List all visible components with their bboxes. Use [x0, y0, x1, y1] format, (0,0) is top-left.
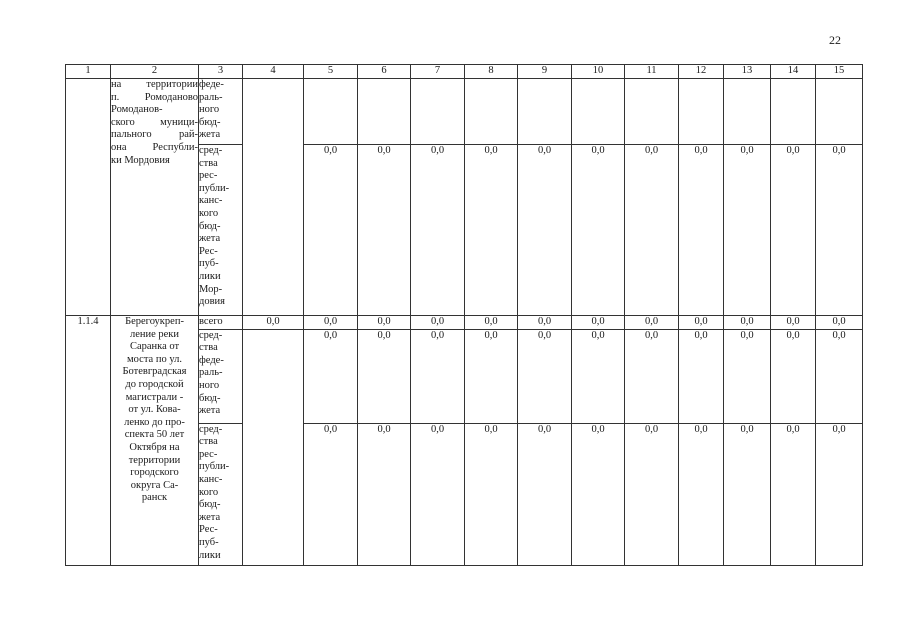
- text-line: публи-: [199, 461, 230, 473]
- value-cell-col6: 0,0: [358, 316, 411, 330]
- value-cell-col6: 0,0: [358, 145, 411, 316]
- value-cell-col9: [518, 79, 572, 145]
- col4-cell: 0,0: [243, 316, 304, 330]
- column-header-3: 3: [199, 65, 243, 79]
- text-line: жета: [199, 405, 221, 417]
- text-line: ства: [199, 342, 218, 354]
- column-header-2: 2: [111, 65, 199, 79]
- value-cell-col8: 0,0: [465, 329, 518, 423]
- value-cell-col11: 0,0: [625, 316, 679, 330]
- text-line: ленко до про-: [124, 416, 185, 428]
- text-line: бюд-: [199, 499, 221, 511]
- text-line: раль-: [199, 91, 223, 103]
- value-cell-col13: 0,0: [724, 423, 771, 565]
- column-header-13: 13: [724, 65, 771, 79]
- value-cell-col10: 0,0: [572, 145, 625, 316]
- column-header-8: 8: [465, 65, 518, 79]
- value-cell-col10: 0,0: [572, 423, 625, 565]
- funding-source-cell: [199, 145, 243, 316]
- column-header-1: 1: [66, 65, 111, 79]
- object-name-cell: [111, 316, 199, 566]
- value-cell-col7: [411, 79, 465, 145]
- value-cell-col13: 0,0: [724, 329, 771, 423]
- text-line: феде-: [199, 354, 224, 366]
- text-line: ства: [199, 436, 218, 448]
- row-code-cell: [66, 79, 111, 316]
- text-line: сред-: [199, 329, 223, 341]
- value-cell-col11: [625, 79, 679, 145]
- table-row: [66, 316, 863, 330]
- text-line: ранск: [141, 492, 168, 504]
- value-cell-col8: 0,0: [465, 145, 518, 316]
- value-cell-col14: 0,0: [771, 423, 816, 565]
- text-line: от ул. Кова-: [128, 404, 181, 416]
- text-line: городского: [130, 467, 179, 479]
- value-cell-col6: 0,0: [358, 423, 411, 565]
- col4-cell: [243, 329, 304, 565]
- funding-source-cell: [199, 423, 243, 565]
- text-line: Ромоданов-: [111, 104, 163, 116]
- text-line: рес-: [199, 448, 218, 460]
- value-cell-col8: 0,0: [465, 423, 518, 565]
- object-name-cell: [111, 79, 199, 316]
- text-line: канс-: [199, 473, 223, 485]
- value-cell-col5: [304, 79, 358, 145]
- value-cell-col13: 0,0: [724, 316, 771, 330]
- text-line: жета: [199, 511, 221, 523]
- value-cell-col5: 0,0: [304, 145, 358, 316]
- value-cell-col15: 0,0: [816, 316, 863, 330]
- text-line: Мор-: [199, 283, 223, 295]
- text-line: довия: [199, 296, 225, 308]
- value-cell-col10: 0,0: [572, 329, 625, 423]
- value-cell-col15: 0,0: [816, 423, 863, 565]
- text-line: Рес-: [199, 245, 218, 257]
- value-cell-col8: 0,0: [465, 316, 518, 330]
- value-cell-col7: 0,0: [411, 145, 465, 316]
- value-cell-col15: [816, 79, 863, 145]
- text-line: раль-: [199, 367, 223, 379]
- text-line: кого: [199, 207, 219, 219]
- column-header-10: 10: [572, 65, 625, 79]
- funding-source-cell: всего: [199, 316, 243, 330]
- funding-source-cell: [199, 329, 243, 423]
- text-line: сред-: [199, 423, 223, 435]
- text-line: публи-: [199, 182, 230, 194]
- value-cell-col15: 0,0: [816, 145, 863, 316]
- column-header-5: 5: [304, 65, 358, 79]
- value-cell-col9: 0,0: [518, 316, 572, 330]
- text-line: Октября на: [129, 441, 180, 453]
- text-line: ного: [199, 379, 220, 391]
- text-line: округа Са-: [130, 479, 179, 491]
- text-line: Ботевградская: [122, 366, 187, 378]
- text-line: бюд-: [199, 220, 221, 232]
- value-cell-col11: 0,0: [625, 329, 679, 423]
- text-line: на территории: [111, 79, 198, 90]
- value-cell-col6: 0,0: [358, 329, 411, 423]
- table-row: [66, 79, 863, 145]
- text-line: ного: [199, 104, 220, 116]
- value-cell-col7: 0,0: [411, 329, 465, 423]
- value-cell-col13: [724, 79, 771, 145]
- text-line: пального рай-: [111, 129, 198, 141]
- value-cell-col11: 0,0: [625, 145, 679, 316]
- funding-source-cell: [199, 79, 243, 145]
- text-line: лики: [199, 549, 221, 561]
- column-header-14: 14: [771, 65, 816, 79]
- value-cell-col12: 0,0: [679, 423, 724, 565]
- value-cell-col14: 0,0: [771, 145, 816, 316]
- value-cell-col6: [358, 79, 411, 145]
- value-cell-col9: 0,0: [518, 423, 572, 565]
- value-cell-col10: 0,0: [572, 316, 625, 330]
- text-line: до городской: [125, 378, 184, 390]
- value-cell-col15: 0,0: [816, 329, 863, 423]
- value-cell-col9: 0,0: [518, 329, 572, 423]
- column-header-12: 12: [679, 65, 724, 79]
- value-cell-col5: 0,0: [304, 423, 358, 565]
- text-line: ки Мордовия: [111, 154, 170, 166]
- text-line: моста по ул.: [127, 353, 182, 365]
- text-line: кого: [199, 486, 219, 498]
- row-code-cell: 1.1.4: [66, 316, 111, 566]
- column-header-6: 6: [358, 65, 411, 79]
- value-cell-col10: [572, 79, 625, 145]
- column-header-7: 7: [411, 65, 465, 79]
- value-cell-col14: [771, 79, 816, 145]
- budget-table: [65, 64, 863, 566]
- text-line: Саранка от: [129, 341, 180, 353]
- value-cell-col12: 0,0: [679, 329, 724, 423]
- text-line: ского муници-: [111, 116, 198, 128]
- text-line: спекта 50 лет: [124, 429, 185, 441]
- column-header-4: 4: [243, 65, 304, 79]
- text-line: ление реки: [129, 328, 180, 340]
- text-line: канс-: [199, 195, 223, 207]
- column-header-9: 9: [518, 65, 572, 79]
- text-line: феде-: [199, 79, 224, 90]
- col4-cell: [243, 79, 304, 316]
- page-number: 22: [829, 33, 841, 47]
- column-header-15: 15: [816, 65, 863, 79]
- text-line: пуб-: [199, 258, 219, 270]
- text-line: Берегоукреп-: [125, 316, 184, 327]
- value-cell-col14: 0,0: [771, 329, 816, 423]
- text-line: жета: [199, 233, 221, 245]
- value-cell-col8: [465, 79, 518, 145]
- text-line: бюд-: [199, 392, 221, 404]
- text-line: сред-: [199, 145, 223, 156]
- value-cell-col12: 0,0: [679, 316, 724, 330]
- text-line: она Республи-: [111, 141, 198, 153]
- text-line: магистрали -: [125, 391, 184, 403]
- value-cell-col9: 0,0: [518, 145, 572, 316]
- value-cell-col7: 0,0: [411, 423, 465, 565]
- value-cell-col5: 0,0: [304, 316, 358, 330]
- text-line: бюд-: [199, 116, 221, 128]
- text-line: п. Ромоданово: [111, 91, 198, 103]
- text-line: Рес-: [199, 524, 218, 536]
- value-cell-col11: 0,0: [625, 423, 679, 565]
- value-cell-col12: 0,0: [679, 145, 724, 316]
- text-line: рес-: [199, 170, 218, 182]
- value-cell-col5: 0,0: [304, 329, 358, 423]
- value-cell-col7: 0,0: [411, 316, 465, 330]
- value-cell-col13: 0,0: [724, 145, 771, 316]
- column-header-11: 11: [625, 65, 679, 79]
- text-line: ства: [199, 157, 218, 169]
- text-line: жета: [199, 129, 221, 141]
- text-line: пуб-: [199, 536, 219, 548]
- value-cell-col12: [679, 79, 724, 145]
- text-line: лики: [199, 270, 221, 282]
- header-row: [66, 65, 863, 79]
- text-line: территории: [128, 454, 181, 466]
- value-cell-col14: 0,0: [771, 316, 816, 330]
